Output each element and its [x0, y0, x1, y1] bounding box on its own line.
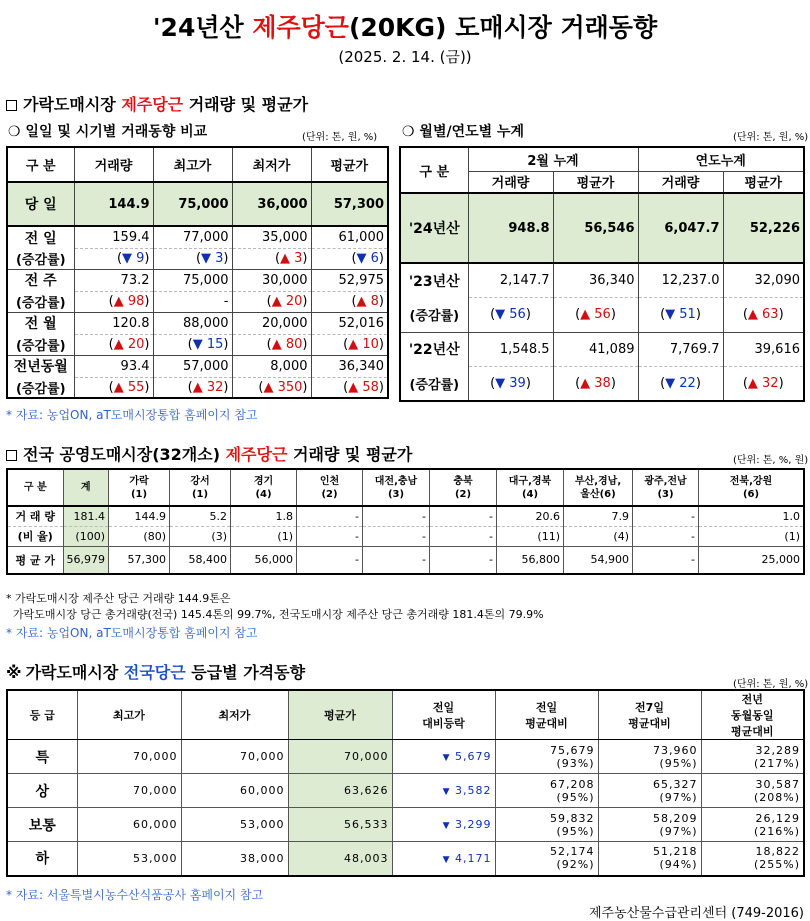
up-arrow-icon: ▲ 350: [263, 379, 303, 395]
change-row: (증감률) (▼ 56) (▲ 56) (▼ 51) (▲ 63): [400, 297, 804, 332]
footer-org: 제주농산물수급관리센터 (749-2016): [588, 906, 804, 921]
grade-header: 평균가: [288, 690, 392, 740]
up-arrow-icon: ▲ 32: [192, 379, 224, 395]
up-arrow-icon: ▲ 32: [747, 375, 779, 391]
up-arrow-icon: ▲ 8: [356, 294, 379, 309]
up-arrow-icon: ▲ 56: [580, 307, 611, 322]
up-arrow-icon: ▲ 20: [113, 337, 145, 352]
grade-header: 전일 평균대비: [495, 690, 598, 740]
down-arrow-icon: ▼: [442, 753, 451, 763]
up-arrow-icon: ▲ 98: [113, 294, 145, 309]
region-header: 광주,전남 (3): [633, 469, 699, 506]
down-arrow-icon: ▼ 51: [665, 307, 696, 322]
section1-heading: 가락도매시장 제주당근 거래량 및 평균가: [6, 92, 308, 115]
change-row: (증감률) (▲ 20) (▼ 15) (▲ 80) (▲ 10): [7, 334, 388, 355]
region-header: 구 분: [7, 469, 63, 506]
checkbox-square-icon: [6, 450, 17, 461]
region-header: 대구,경북 (4): [497, 469, 564, 506]
grade-header: 최고가: [77, 690, 181, 740]
region-header: 경기 (4): [231, 469, 297, 506]
down-arrow-icon: ▼ 9: [122, 251, 145, 266]
region-row: (비 율) (100) (80) (3) (1) - - - (11) (4) - (1): [7, 526, 804, 546]
up-arrow-icon: ▲ 63: [747, 307, 779, 322]
up-arrow-icon: ▲ 55: [113, 379, 145, 395]
today-row: 당 일 144.9 75,000 36,000 57,300: [7, 182, 388, 226]
grade-row: 보통 60,000 53,000 56,533 ▼ 3,299 59,832 (95%) 58,209 (97%) 26,129 (216%): [7, 808, 804, 842]
section2-unit: (단위: 톤, %, 원): [733, 455, 809, 466]
section2-heading: 전국 공영도매시장(32개소) 제주당근 거래량 및 평균가: [6, 442, 412, 465]
region-header: 가락 (1): [109, 469, 170, 506]
year-row: '22년산 1,548.5 41,089 7,769.7 39,616: [400, 332, 804, 366]
change-row: (증감률) (▲ 98) - (▲ 20) (▲ 8): [7, 291, 388, 312]
down-arrow-icon: ▼: [442, 854, 451, 865]
grade-price-table: [6, 689, 805, 877]
daily-trade-table: 구 분 거래량 최고가 최저가 평균가 당 일 144.9 75,000 36,000 57,300 전 일 159.4 77,000 35,000 61,000 (증감률) (▼ 9) (▼ 3) (▲ 3) (▼ 6) 전 주 73.2 75,000 30,000 52,975 (증감률) (▲ 98) - (▲ 20) (▲ 8) 전 월 120.8 88,000 20,000 52,016 (증감률) (▲ 20) (▼ 15) (▲ 80) (▲ 10) 전년동월 93.4 57,000 8,000 36,340 (증감률) (▲ 55) (▲ 32) (▲ 350) (▲ 58): [6, 146, 389, 399]
period-row: 전년동월 93.4 57,000 8,000 36,340: [7, 355, 388, 377]
down-arrow-icon: ▼ 15: [192, 337, 224, 352]
grade-row: 하 53,000 38,000 48,003 ▼ 4,171 52,174 (92%) 51,218 (94%) 18,822 (255%): [7, 842, 804, 876]
source-note-1: * 자료: 농업ON, aT도매시장통합 홈페이지 참고: [6, 408, 258, 422]
grade-row: 특 70,000 70,000 70,000 ▼ 5,679 75,679 (93%) 73,960 (95%) 32,289 (217%): [7, 740, 804, 774]
grade-row: 상 70,000 60,000 63,626 ▼ 3,582 67,208 (95%) 65,327 (97%) 30,587 (208%): [7, 774, 804, 808]
cumulative-table: 구 분 2월 누계 연도누계 거래량 평균가 거래량 평균가 '24년산 948.8 56,546 6,047.7 52,226 '23년산 2,147.7 36,340 12,237.0 32,090 (증감률) (▼ 56) (▲ 56) (▼ 51) (▲ 63) '22년산 1,548.5 41,089 7,769.7 39,616 (증감률) (▼ 39) (▲ 38) (▼ 22) (▲ 32): [399, 146, 805, 402]
grade-header: 전년 동월동일 평균대비: [701, 690, 804, 740]
source-note-3: * 자료: 서울특별시농수산식품공사 홈페이지 참고: [6, 888, 264, 902]
up-arrow-icon: ▲ 3: [280, 251, 303, 266]
region-header: 부산,경남, 울산(6): [564, 469, 633, 506]
region-header: 전북,강원 (6): [699, 469, 805, 506]
note-line-2: 가락도매시장 당근 총거래량(전국) 145.4톤의 99.7%, 전국도매시장 제주산 당근 총거래량 181.4톤의 79.9%: [6, 608, 544, 621]
checkbox-square-icon: [6, 100, 17, 111]
period-row: 전 일 159.4 77,000 35,000 61,000: [7, 226, 388, 248]
grade-header: 전7일 평균대비: [598, 690, 701, 740]
year-row: '24년산 948.8 56,546 6,047.7 52,226: [400, 193, 804, 263]
period-row: 전 주 73.2 75,000 30,000 52,975: [7, 269, 388, 291]
change-row: (증감률) (▲ 55) (▲ 32) (▲ 350) (▲ 58): [7, 377, 388, 398]
up-arrow-icon: ▲ 80: [271, 337, 303, 352]
grade-header: 전일 대비등락: [392, 690, 495, 740]
period-row: 전 월 120.8 88,000 20,000 52,016: [7, 312, 388, 334]
section3-heading: ※ 가락도매시장 전국당근 등급별 가격동향: [6, 663, 306, 682]
grade-header: 최저가: [181, 690, 288, 740]
region-header: 강서 (1): [170, 469, 231, 506]
report-date: (2025. 2. 14. (금)): [338, 48, 472, 66]
right-table-title: ❍ 월별/연도별 누계: [402, 124, 525, 140]
year-row: '23년산 2,147.7 36,340 12,237.0 32,090: [400, 263, 804, 297]
region-header: 충북 (2): [430, 469, 497, 506]
down-arrow-icon: ▼: [442, 821, 451, 831]
section3-unit: (단위: 톤, 원, %): [733, 679, 809, 690]
up-arrow-icon: ▲ 20: [271, 294, 303, 309]
region-header: 대전,충남 (3): [363, 469, 430, 506]
note-line-1: * 가락도매시장 제주산 당근 거래량 144.9톤은: [6, 592, 231, 605]
change-row: (증감률) (▼ 9) (▼ 3) (▲ 3) (▼ 6): [7, 248, 388, 269]
down-arrow-icon: ▼ 56: [495, 307, 526, 322]
region-header: 계: [63, 469, 109, 506]
region-header: 인천 (2): [297, 469, 363, 506]
right-unit: (단위: 톤, 원, %): [733, 132, 809, 143]
grade-header: 등 급: [7, 690, 77, 740]
down-arrow-icon: ▼ 22: [665, 375, 696, 391]
left-table-title: ❍ 일일 및 시기별 거래동향 비교: [8, 124, 208, 140]
region-row: 평 균 가 56,979 57,300 58,400 56,000 - - - 56,800 54,900 - 25,000: [7, 546, 804, 574]
down-arrow-icon: ▼ 39: [495, 375, 526, 391]
up-arrow-icon: ▲ 58: [348, 379, 379, 395]
left-unit: (단위: 톤, 원, %): [302, 132, 378, 143]
down-arrow-icon: ▼: [442, 787, 451, 797]
region-row: 거 래 량 181.4 144.9 5.2 1.8 - - - 20.6 7.9 - 1.0: [7, 506, 804, 526]
page-title: '24년산 제주당근(20KG) 도매시장 거래동향: [152, 13, 658, 42]
down-arrow-icon: ▼ 3: [201, 251, 224, 266]
up-arrow-icon: ▲ 38: [580, 375, 611, 391]
change-row: (증감률) (▼ 39) (▲ 38) (▼ 22) (▲ 32): [400, 366, 804, 401]
nationwide-table: [6, 468, 805, 575]
source-note-2: * 자료: 농업ON, aT도매시장통합 홈페이지 참고: [6, 626, 258, 640]
up-arrow-icon: ▲ 10: [348, 337, 379, 352]
down-arrow-icon: ▼ 6: [356, 251, 379, 266]
